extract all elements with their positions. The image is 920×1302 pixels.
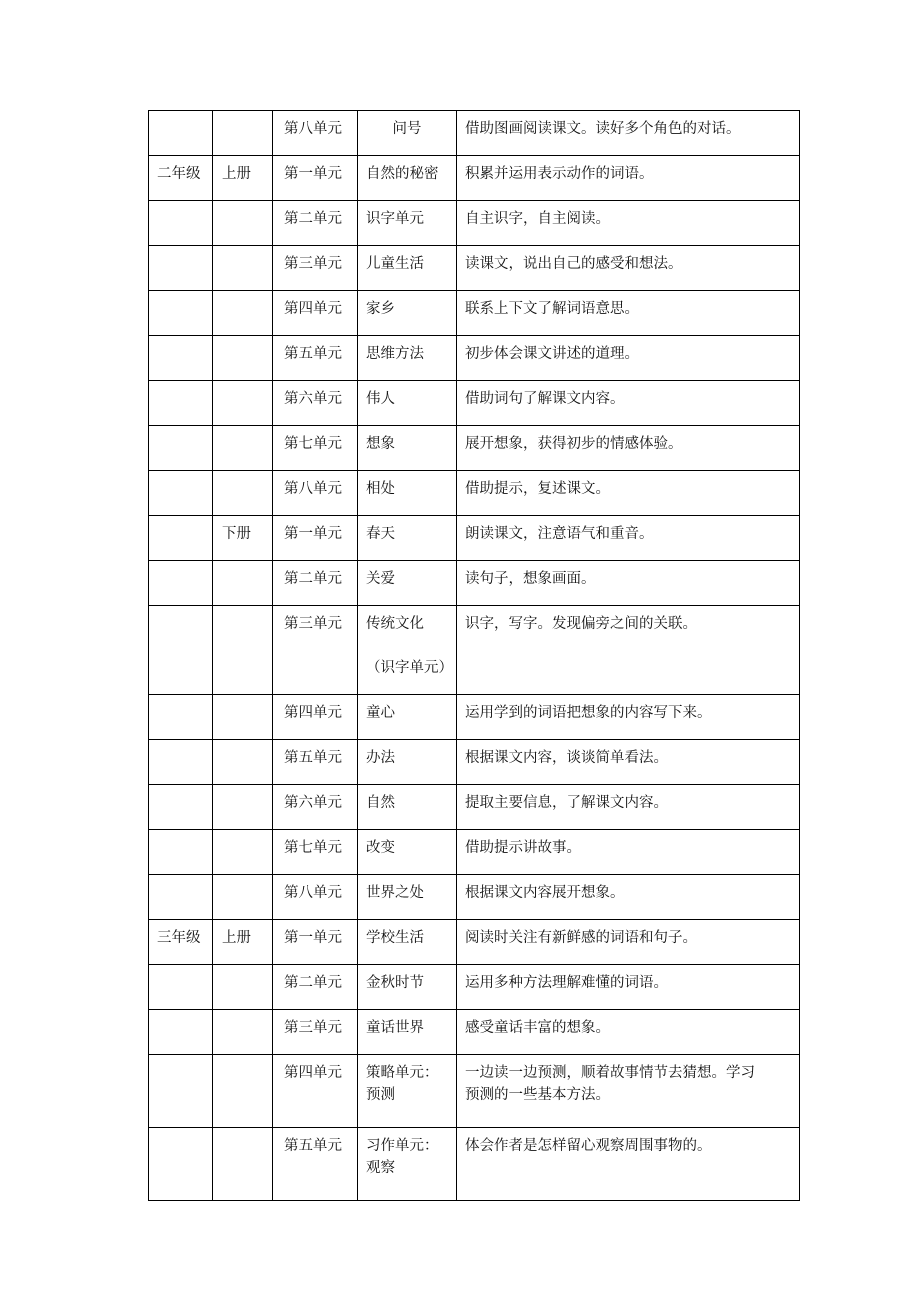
grade-cell-text (157, 740, 212, 747)
grade-cell-text (157, 830, 212, 837)
goal-cell (457, 111, 800, 156)
table-row (149, 111, 800, 156)
theme-cell (358, 561, 457, 606)
theme-text (366, 291, 456, 320)
goal-line: 运用多种方法理解难懂的词语。 (465, 975, 668, 991)
volume-cell-text (222, 201, 272, 208)
theme-line: 春天 (366, 526, 395, 542)
goal-line: 借助提示讲故事。 (465, 840, 581, 856)
theme-cell (358, 920, 457, 965)
unit-cell-text: 第七单元 (284, 840, 342, 856)
unit-cell-text: 第六单元 (284, 391, 342, 407)
grade-cell (149, 606, 213, 695)
unit-cell-text: 第四单元 (284, 301, 342, 317)
theme-cell (358, 426, 457, 471)
theme-text (366, 471, 456, 500)
volume-cell (213, 471, 273, 516)
table-row (149, 291, 800, 336)
goal-line: 感受童话丰富的想象。 (465, 1020, 610, 1036)
unit-cell-text: 第二单元 (284, 571, 342, 587)
volume-cell-text (222, 740, 272, 747)
unit-cell (273, 111, 358, 156)
grade-cell (149, 1128, 213, 1201)
volume-cell (213, 381, 273, 426)
unit-cell-text: 第三单元 (284, 1020, 342, 1036)
goal-cell (457, 561, 800, 606)
volume-cell-text (222, 336, 272, 343)
volume-cell (213, 785, 273, 830)
curriculum-table (148, 110, 800, 1201)
table-row (149, 561, 800, 606)
theme-text (366, 920, 456, 949)
grade-cell (149, 1055, 213, 1128)
volume-cell (213, 336, 273, 381)
theme-line: 相处 (366, 481, 395, 497)
grade-cell-text: 三年级 (157, 930, 201, 946)
theme-line: 自然 (366, 795, 395, 811)
goal-line: 借助提示，复述课文。 (465, 481, 610, 497)
goal-cell (457, 381, 800, 426)
goal-text (465, 201, 799, 230)
goal-text (465, 606, 799, 635)
goal-text (465, 1010, 799, 1039)
goal-text (465, 920, 799, 949)
goal-cell (457, 426, 800, 471)
theme-cell (358, 471, 457, 516)
goal-cell (457, 1128, 800, 1201)
goal-line: 借助词句了解课文内容。 (465, 391, 625, 407)
unit-cell (273, 1010, 358, 1055)
goal-cell (457, 785, 800, 830)
theme-cell (358, 785, 457, 830)
theme-line: 思维方法 (366, 346, 424, 362)
unit-cell-text: 第一单元 (284, 930, 342, 946)
unit-cell (273, 785, 358, 830)
table-row (149, 920, 800, 965)
theme-cell (358, 291, 457, 336)
theme-text (366, 606, 456, 679)
unit-cell-text: 第八单元 (284, 481, 342, 497)
grade-cell (149, 471, 213, 516)
volume-cell (213, 426, 273, 471)
theme-cell (358, 381, 457, 426)
goal-cell (457, 830, 800, 875)
goal-line: 初步体会课文讲述的道理。 (465, 346, 639, 362)
unit-cell (273, 920, 358, 965)
theme-line: 自然的秘密 (366, 166, 439, 182)
volume-cell-text (222, 246, 272, 253)
goal-line: 体会作者是怎样留心观察周围事物的。 (465, 1138, 712, 1154)
theme-text (366, 561, 456, 590)
volume-cell-text (222, 695, 272, 702)
theme-cell (358, 1055, 457, 1128)
unit-cell-text: 第八单元 (284, 885, 342, 901)
grade-cell-text (157, 561, 212, 568)
grade-cell-text (157, 291, 212, 298)
theme-text (366, 111, 456, 140)
unit-cell (273, 381, 358, 426)
unit-cell (273, 606, 358, 695)
goal-text (465, 1128, 799, 1157)
goal-line: 读句子，想象画面。 (465, 571, 596, 587)
theme-cell (358, 1010, 457, 1055)
theme-text (366, 1128, 456, 1179)
volume-cell-text (222, 1055, 272, 1062)
goal-line: 展开想象，获得初步的情感体验。 (465, 436, 683, 452)
unit-cell (273, 336, 358, 381)
table-row (149, 1128, 800, 1201)
goal-line: 运用学到的词语把想象的内容写下来。 (465, 705, 712, 721)
unit-cell-text: 第六单元 (284, 795, 342, 811)
unit-cell (273, 246, 358, 291)
theme-text (366, 156, 456, 185)
volume-cell (213, 516, 273, 561)
grade-cell-text (157, 1128, 212, 1135)
theme-text (366, 1010, 456, 1039)
volume-cell (213, 1055, 273, 1128)
grade-cell-text (157, 471, 212, 478)
grade-cell (149, 561, 213, 606)
volume-cell (213, 830, 273, 875)
table-row (149, 156, 800, 201)
grade-cell-text (157, 1055, 212, 1062)
theme-line: 办法 (366, 750, 395, 766)
goal-cell (457, 1055, 800, 1128)
volume-cell (213, 201, 273, 246)
goal-line: 自主识字，自主阅读。 (465, 211, 610, 227)
unit-cell-text: 第四单元 (284, 1065, 342, 1081)
goal-text (465, 1055, 799, 1106)
volume-cell (213, 920, 273, 965)
table-row (149, 1010, 800, 1055)
theme-cell (358, 336, 457, 381)
grade-cell (149, 201, 213, 246)
goal-text (465, 336, 799, 365)
table-row (149, 830, 800, 875)
grade-cell (149, 965, 213, 1010)
theme-cell (358, 965, 457, 1010)
goal-text (465, 471, 799, 500)
unit-cell-text: 第八单元 (284, 121, 342, 137)
goal-text (465, 561, 799, 590)
grade-cell-text: 二年级 (157, 166, 201, 182)
goal-text (465, 111, 799, 140)
unit-cell-text: 第五单元 (284, 1138, 342, 1154)
theme-line: 识字单元 (366, 211, 424, 227)
grade-cell (149, 740, 213, 785)
unit-cell (273, 201, 358, 246)
grade-cell-text (157, 246, 212, 253)
grade-cell-text (157, 965, 212, 972)
grade-cell (149, 336, 213, 381)
grade-cell (149, 156, 213, 201)
unit-cell-text: 第一单元 (284, 166, 342, 182)
grade-cell (149, 246, 213, 291)
table-row (149, 785, 800, 830)
goal-text (465, 695, 799, 724)
goal-text (465, 246, 799, 275)
goal-text (465, 965, 799, 994)
volume-cell-text (222, 1010, 272, 1017)
volume-cell (213, 1010, 273, 1055)
theme-cell (358, 606, 457, 695)
grade-cell (149, 381, 213, 426)
goal-cell (457, 336, 800, 381)
theme-text (366, 201, 456, 230)
volume-cell-text (222, 875, 272, 882)
theme-text (366, 740, 456, 769)
unit-cell (273, 965, 358, 1010)
theme-cell (358, 830, 457, 875)
goal-cell (457, 920, 800, 965)
grade-cell-text (157, 875, 212, 882)
volume-cell-text: 上册 (222, 166, 251, 182)
theme-line: 观察 (366, 1160, 395, 1176)
goal-text (465, 426, 799, 455)
grade-cell (149, 426, 213, 471)
volume-cell (213, 740, 273, 785)
table-row (149, 875, 800, 920)
unit-cell (273, 426, 358, 471)
theme-line: 习作单元： (366, 1138, 439, 1154)
volume-cell (213, 291, 273, 336)
theme-text (366, 785, 456, 814)
theme-line: 问号 (392, 121, 422, 137)
theme-line: 童心 (366, 705, 395, 721)
volume-cell-text (222, 965, 272, 972)
goal-cell (457, 516, 800, 561)
goal-cell (457, 606, 800, 695)
grade-cell-text (157, 785, 212, 792)
unit-cell (273, 561, 358, 606)
goal-line: 朗读课文，注意语气和重音。 (465, 526, 654, 542)
unit-cell (273, 830, 358, 875)
unit-cell (273, 1055, 358, 1128)
volume-cell-text (222, 291, 272, 298)
goal-line: 读课文，说出自己的感受和想法。 (465, 256, 683, 272)
theme-line: 想象 (366, 436, 395, 452)
goal-cell (457, 965, 800, 1010)
unit-cell (273, 291, 358, 336)
unit-cell (273, 516, 358, 561)
grade-cell (149, 875, 213, 920)
theme-cell (358, 695, 457, 740)
unit-cell-text: 第四单元 (284, 705, 342, 721)
grade-cell (149, 695, 213, 740)
goal-line: 联系上下文了解词语意思。 (465, 301, 639, 317)
theme-line: 家乡 (366, 301, 395, 317)
grade-cell-text (157, 606, 212, 613)
volume-cell-text (222, 785, 272, 792)
theme-line: 伟人 (366, 391, 395, 407)
unit-cell-text: 第二单元 (284, 975, 342, 991)
grade-cell-text (157, 1010, 212, 1017)
volume-cell-text (222, 381, 272, 388)
volume-cell (213, 246, 273, 291)
theme-cell (358, 201, 457, 246)
unit-cell (273, 156, 358, 201)
grade-cell (149, 1010, 213, 1055)
goal-text (465, 291, 799, 320)
grade-cell (149, 785, 213, 830)
volume-cell-text (222, 426, 272, 433)
table-row (149, 336, 800, 381)
grade-cell (149, 111, 213, 156)
volume-cell-text: 下册 (222, 526, 251, 542)
theme-line: 世界之处 (366, 885, 424, 901)
grade-cell-text (157, 695, 212, 702)
goal-cell (457, 875, 800, 920)
theme-line: 童话世界 (366, 1020, 424, 1036)
theme-text (366, 695, 456, 724)
theme-cell (358, 1128, 457, 1201)
goal-text (465, 830, 799, 859)
table-row (149, 201, 800, 246)
theme-text (366, 875, 456, 904)
volume-cell (213, 875, 273, 920)
theme-line: 儿童生活 (366, 256, 424, 272)
theme-line: 学校生活 (366, 930, 424, 946)
theme-text (366, 426, 456, 455)
table-row (149, 246, 800, 291)
theme-line: 改变 (366, 840, 395, 856)
goal-line: 提取主要信息，了解课文内容。 (465, 795, 668, 811)
theme-cell (358, 246, 457, 291)
theme-text (366, 965, 456, 994)
grade-cell-text (157, 516, 212, 523)
volume-cell-text (222, 1128, 272, 1135)
grade-cell-text (157, 336, 212, 343)
goal-cell (457, 201, 800, 246)
theme-cell (358, 516, 457, 561)
table-row (149, 516, 800, 561)
unit-cell (273, 875, 358, 920)
table-row (149, 471, 800, 516)
unit-cell-text: 第一单元 (284, 526, 342, 542)
goal-line: 根据课文内容，谈谈简单看法。 (465, 750, 668, 766)
goal-line: 根据课文内容展开想象。 (465, 885, 625, 901)
theme-text (366, 381, 456, 410)
goal-line: 预测的一些基本方法。 (465, 1087, 610, 1103)
volume-cell (213, 1128, 273, 1201)
theme-text (366, 516, 456, 545)
table-row (149, 740, 800, 785)
theme-text (366, 830, 456, 859)
goal-text (465, 381, 799, 410)
theme-cell (358, 875, 457, 920)
goal-cell (457, 695, 800, 740)
goal-text (465, 156, 799, 185)
grade-cell-text (157, 111, 212, 118)
table-row (149, 426, 800, 471)
table-row (149, 965, 800, 1010)
table-row (149, 606, 800, 695)
table-row (149, 1055, 800, 1128)
goal-line: 阅读时关注有新鲜感的词语和句子。 (465, 930, 697, 946)
goal-cell (457, 156, 800, 201)
unit-cell-text: 第二单元 (284, 211, 342, 227)
volume-cell-text: 上册 (222, 930, 251, 946)
unit-cell (273, 740, 358, 785)
volume-cell (213, 965, 273, 1010)
theme-text (366, 1055, 456, 1106)
grade-cell (149, 516, 213, 561)
theme-line: 关爱 (366, 571, 395, 587)
theme-line: 预测 (366, 1087, 395, 1103)
theme-line: （识字单元） (366, 660, 453, 676)
grade-cell-text (157, 201, 212, 208)
volume-cell-text (222, 561, 272, 568)
goal-line: 识字，写字。发现偏旁之间的关联。 (465, 616, 697, 632)
volume-cell (213, 156, 273, 201)
grade-cell (149, 920, 213, 965)
theme-line: 策略单元： (366, 1065, 439, 1081)
volume-cell-text (222, 606, 272, 613)
theme-cell (358, 740, 457, 785)
goal-cell (457, 471, 800, 516)
theme-line: 传统文化 (366, 616, 424, 632)
unit-cell (273, 695, 358, 740)
goal-cell (457, 246, 800, 291)
unit-cell (273, 1128, 358, 1201)
goal-text (465, 875, 799, 904)
goal-line: 一边读一边预测，顺着故事情节去猜想。学习 (465, 1065, 755, 1081)
theme-cell (358, 111, 457, 156)
volume-cell-text (222, 471, 272, 478)
table-row (149, 381, 800, 426)
goal-line: 积累并运用表示动作的词语。 (465, 166, 654, 182)
goal-cell (457, 740, 800, 785)
grade-cell-text (157, 381, 212, 388)
theme-text (366, 246, 456, 275)
volume-cell (213, 695, 273, 740)
unit-cell-text: 第五单元 (284, 346, 342, 362)
theme-cell (358, 156, 457, 201)
volume-cell-text (222, 111, 272, 118)
theme-line: 金秋时节 (366, 975, 424, 991)
volume-cell-text (222, 830, 272, 837)
unit-cell-text: 第五单元 (284, 750, 342, 766)
volume-cell (213, 111, 273, 156)
grade-cell (149, 830, 213, 875)
goal-text (465, 516, 799, 545)
goal-line: 借助图画阅读课文。读好多个角色的对话。 (465, 121, 741, 137)
curriculum-table-body (149, 111, 800, 1201)
unit-cell-text: 第七单元 (284, 436, 342, 452)
volume-cell (213, 606, 273, 695)
volume-cell (213, 561, 273, 606)
goal-cell (457, 1010, 800, 1055)
table-row (149, 695, 800, 740)
grade-cell-text (157, 426, 212, 433)
theme-text (366, 336, 456, 365)
unit-cell (273, 471, 358, 516)
grade-cell (149, 291, 213, 336)
goal-text (465, 785, 799, 814)
unit-cell-text: 第三单元 (284, 616, 342, 632)
unit-cell-text: 第三单元 (284, 256, 342, 272)
goal-text (465, 740, 799, 769)
goal-cell (457, 291, 800, 336)
